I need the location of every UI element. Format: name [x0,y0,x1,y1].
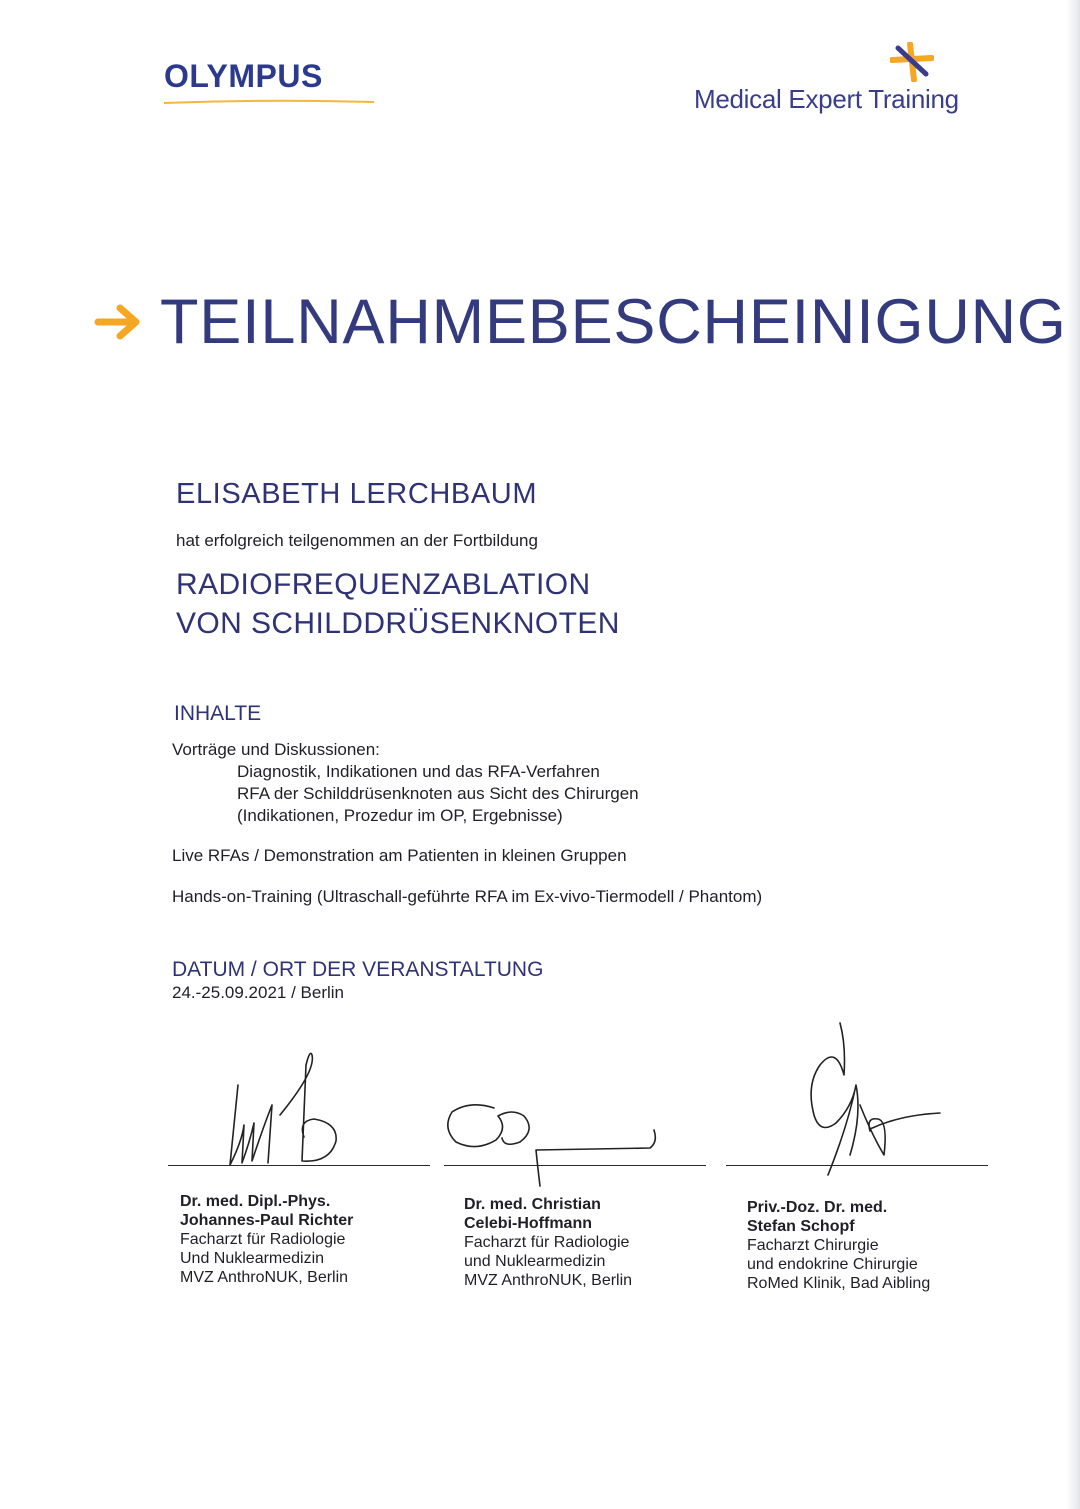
signatory-block-1 [180,1192,353,1287]
lectures-heading: Vorträge und Diskussionen: [172,740,380,759]
event-date-heading: DATUM / ORT DER VERANSTALTUNG [172,958,544,981]
lecture-item: (Indikationen, Prozedur im OP, Ergebnisse) [237,806,563,825]
signatory-block-3 [747,1198,930,1293]
signatory-role: Und Nuklearmedizin [180,1250,325,1267]
lecture-item: Diagnostik, Indikationen und das RFA-Verfahren [237,762,600,781]
signatory-role: und Nuklearmedizin [464,1253,606,1270]
signatory-role: Facharzt für Radiologie [180,1231,346,1248]
event-date-value: 24.-25.09.2021 / Berlin [172,983,345,1002]
signature-line-1 [168,1165,430,1166]
participation-statement: hat erfolgreich teilgenommen an der Fortbildung [176,531,538,550]
signatory-institution: MVZ AnthroNUK, Berlin [464,1272,633,1289]
live-demonstration-item: Live RFAs / Demonstration am Patienten in kleinen Gruppen [172,846,627,865]
participant-name: ELISABETH LERCHBAUM [176,478,538,510]
signatory-role: und endokrine Chirurgie [747,1256,918,1273]
certificate-title: TEILNAHMEBESCHEINIGUNG [160,287,1067,357]
hands-on-item: Hands-on-Training (Ultraschall-geführte RFA im Ex-vivo-Tiermodell / Phantom) [172,887,763,906]
signature-line-3 [726,1165,988,1166]
scan-edge [1066,0,1080,1509]
signature-richter [220,1045,350,1170]
contents-heading: INHALTE [174,702,262,725]
signatory-title: Dr. med. Christian [464,1196,601,1213]
olympus-logo [164,58,376,108]
olympus-swoosh-icon [164,98,374,104]
signatory-institution: RoMed Klinik, Bad Aibling [747,1275,931,1292]
lecture-item: RFA der Schilddrüsenknoten aus Sicht des Chirurgen [237,784,639,803]
met-wordmark: Medical Expert Training [694,84,959,114]
signatory-name: Stefan Schopf [747,1218,855,1235]
signatory-title: Dr. med. Dipl.-Phys. [180,1193,331,1210]
signatory-name: Celebi-Hoffmann [464,1215,592,1232]
signatory-role: Facharzt Chirurgie [747,1237,879,1254]
signature-schopf [800,1015,950,1185]
signatory-title: Priv.-Doz. Dr. med. [747,1199,888,1216]
olympus-wordmark: OLYMPUS [164,58,323,94]
met-star-icon [890,42,934,82]
signatory-name: Johannes-Paul Richter [180,1212,354,1229]
signature-line-2 [444,1165,706,1166]
course-title-line-2: VON SCHILDDRÜSENKNOTEN [176,607,620,640]
signatory-institution: MVZ AnthroNUK, Berlin [180,1269,349,1286]
title-row [94,288,1074,360]
arrow-right-icon [94,302,144,342]
course-title-line-1: RADIOFREQUENZABLATION [176,568,591,601]
signatory-role: Facharzt für Radiologie [464,1234,630,1251]
signature-celebi-hoffmann [440,1090,670,1190]
medical-expert-training-logo [690,42,1000,122]
signatory-block-2 [464,1195,632,1290]
